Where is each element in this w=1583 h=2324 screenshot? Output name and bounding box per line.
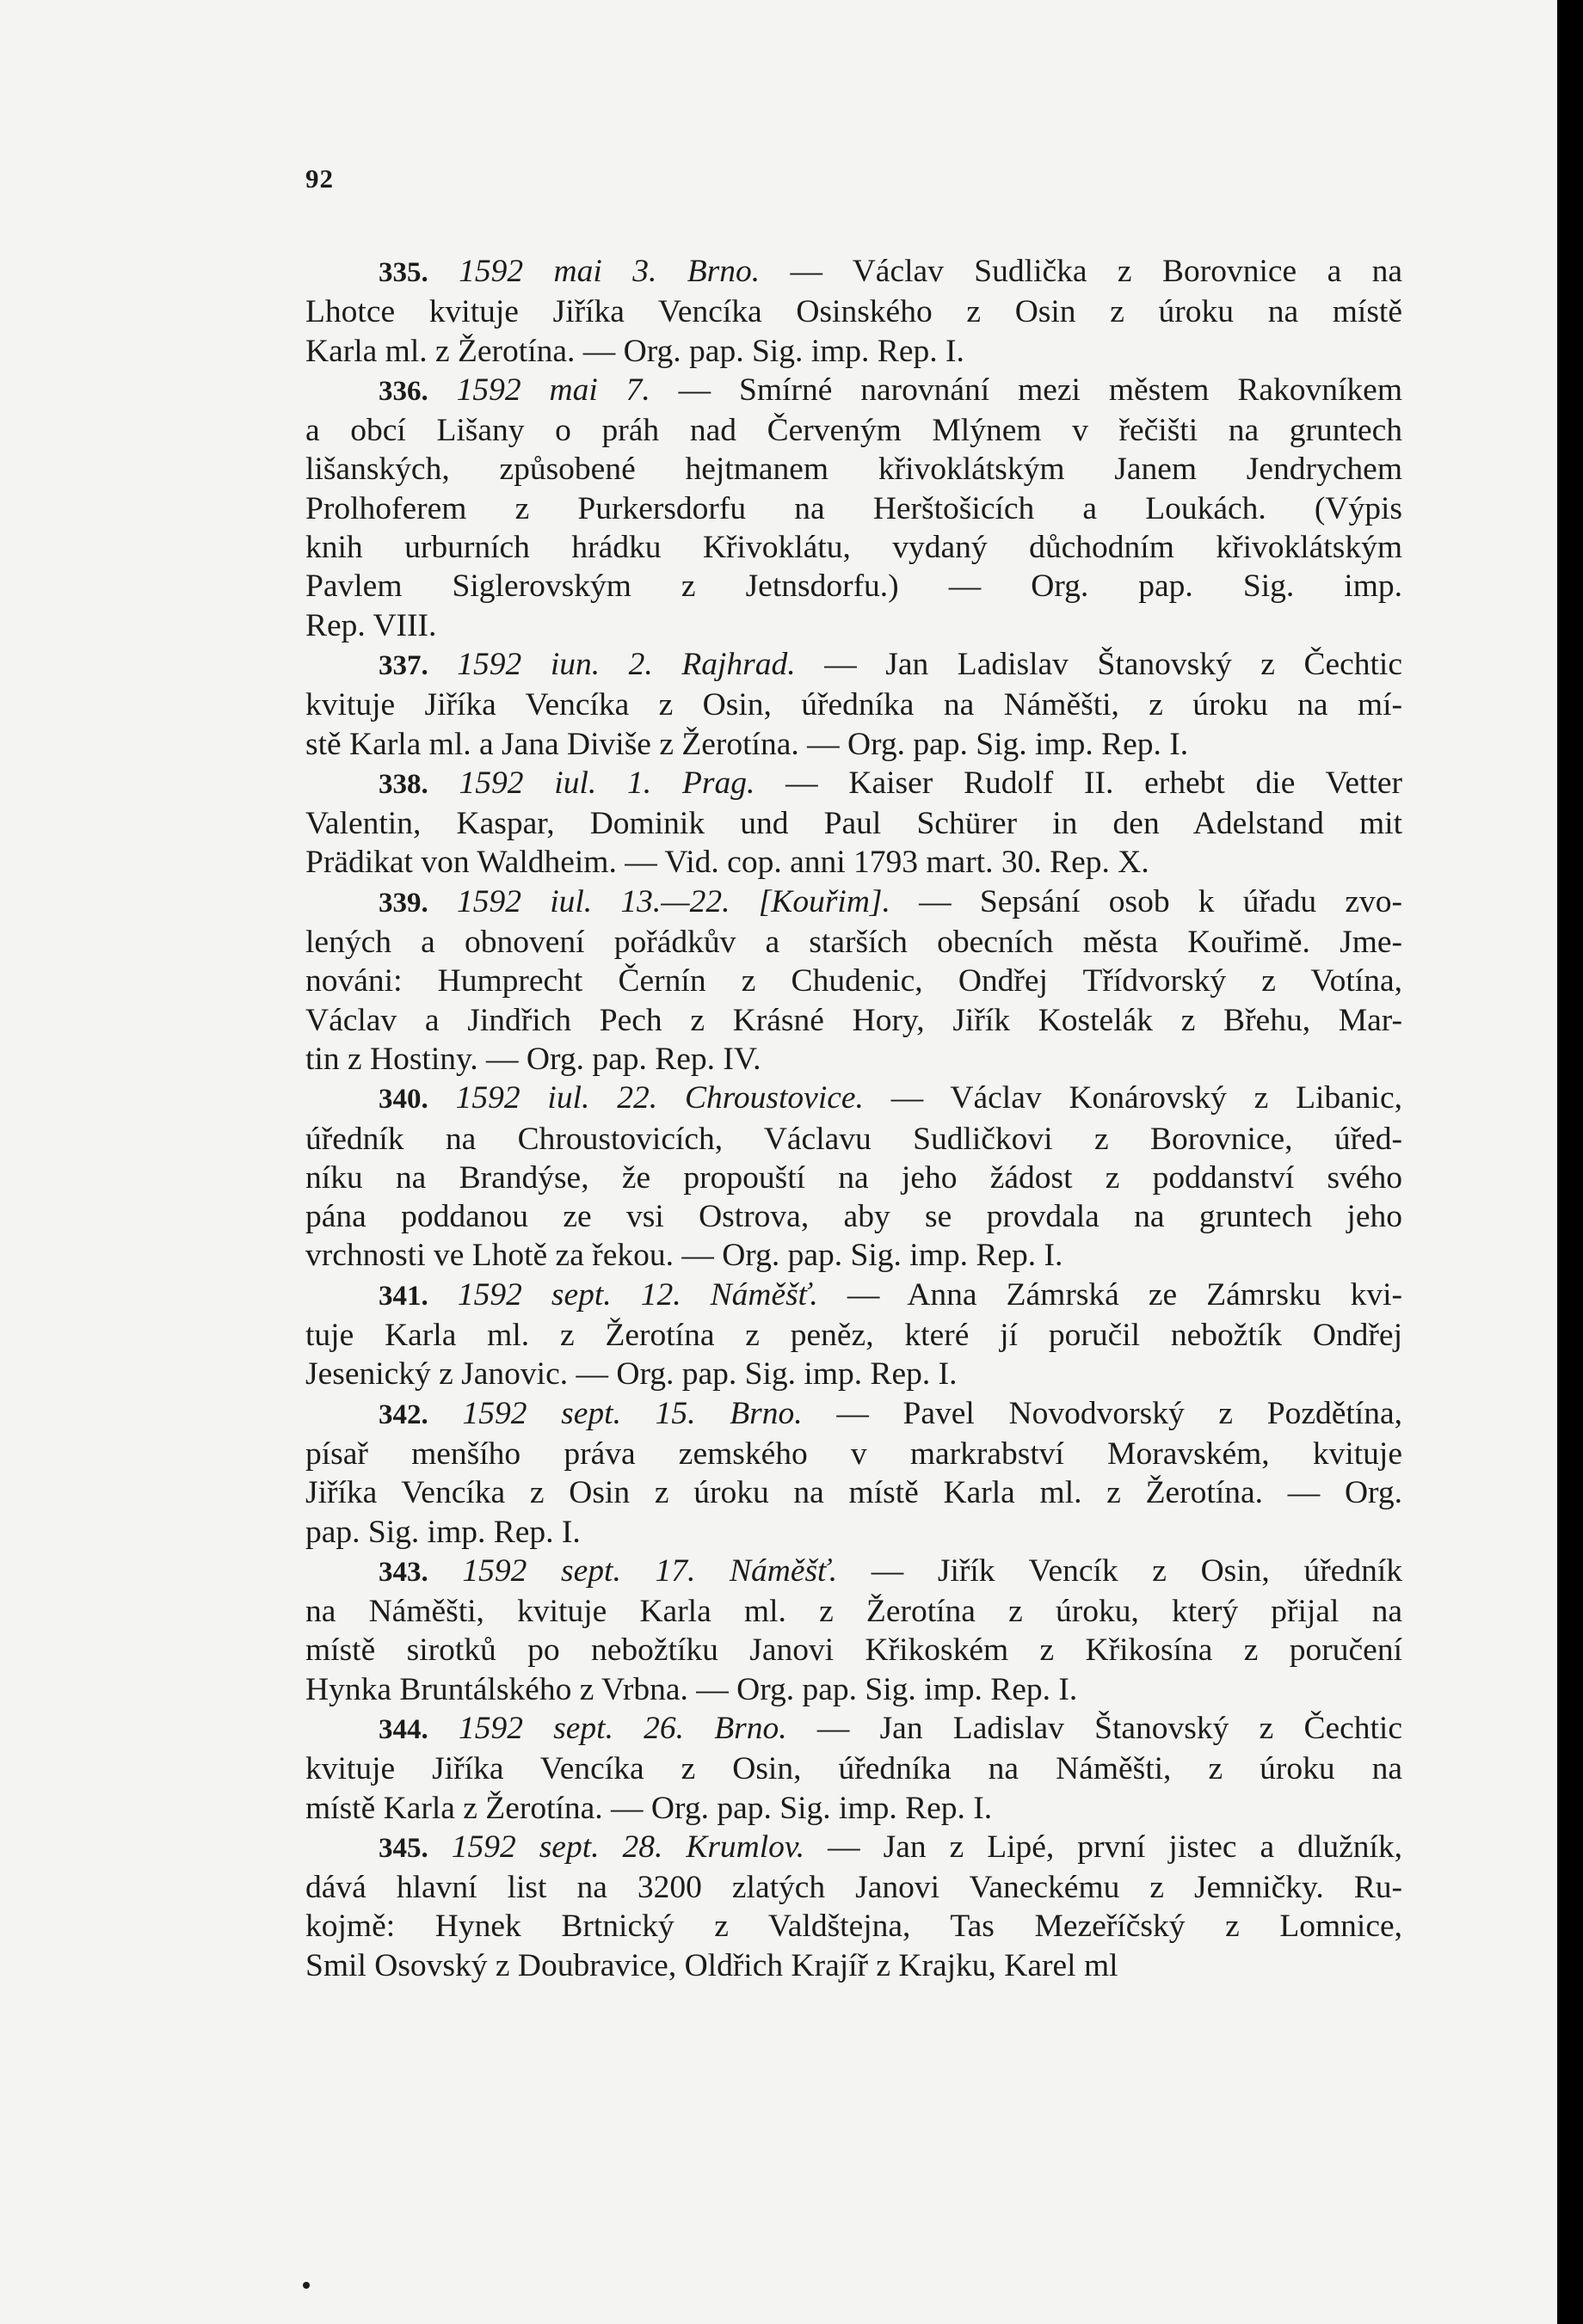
entry-line xyxy=(305,1120,1402,1159)
entry-text: — Kaiser Rudolf II. erhebt die Vetter xyxy=(755,765,1403,801)
register-entry xyxy=(305,645,1402,764)
entry-text: — Jan Ladislav Štanovský z Čechtic xyxy=(795,646,1402,682)
entry-number: 335. xyxy=(379,257,428,288)
entry-line xyxy=(305,1473,1402,1512)
entry-number: 343. xyxy=(379,1556,428,1588)
entry-line xyxy=(305,332,1402,371)
entry-text: knih urburních hrádku Křivoklátu, vydaný důchodním křivoklátským xyxy=(305,530,1402,566)
entry-line xyxy=(305,1513,1402,1552)
entry-text: — Smírné narovnání mezi městem Rakovníkem xyxy=(650,372,1402,408)
entry-text: kojmě: Hynek Brtnický z Valdštejna, Tas Mezeříčský z Lomnice, xyxy=(305,1909,1402,1945)
entry-text: Hynka Bruntálského z Vrbna. — Org. pap. Sig. imp. Rep. I. xyxy=(305,1671,1078,1707)
entry-date-place: 1592 sept. 15. Brno. xyxy=(462,1395,803,1431)
entry-line xyxy=(305,606,1402,645)
entry-line xyxy=(305,1435,1402,1473)
entry-line xyxy=(305,1828,1402,1868)
entry-number: 344. xyxy=(379,1713,428,1745)
entry-text: a obcí Lišany o práh nad Červeným Mlýnem v řečišti na gruntech xyxy=(305,413,1402,449)
register-entry xyxy=(305,1079,1402,1275)
entry-line xyxy=(305,1355,1402,1393)
entry-text: lišanských, způsobené hejtmanem křivoklátským Janem Jendrychem xyxy=(305,452,1402,488)
register-entry xyxy=(305,1552,1402,1709)
entry-text: níku na Brandýse, že propouští na jeho žádost z poddanství svého xyxy=(305,1159,1402,1196)
entry-text: Lhotce kvituje Jiříka Vencíka Osinského z Osin z úroku na místě xyxy=(305,294,1402,330)
entry-text: Prädikat von Waldheim. — Vid. cop. anni 1793 mart. 30. Rep. X. xyxy=(305,845,1149,881)
register-entry xyxy=(305,252,1402,371)
entry-line xyxy=(305,882,1402,923)
entry-line xyxy=(305,1552,1402,1592)
entry-number: 339. xyxy=(379,887,428,919)
entry-number: 337. xyxy=(379,649,428,681)
entry-text: místě sirotků po nebožtíku Janovi Křikoském z Křikosína z poručení xyxy=(305,1632,1402,1669)
entry-text: tuje Karla ml. z Žerotína z peněz, které jí poručil nebožtík Ondřej xyxy=(305,1318,1402,1354)
entry-line xyxy=(305,411,1402,450)
entry-text: tin z Hostiny. — Org. pap. Rep. IV. xyxy=(305,1041,761,1077)
entry-date-place: 1592 iul. 13.—22. [Kouřim]. xyxy=(456,883,890,919)
entry-date-place: 1592 sept. 28. Krumlov. xyxy=(451,1829,805,1865)
register-entry xyxy=(305,764,1402,882)
entry-text: — Václav Sudlička z Borovnice a na xyxy=(760,254,1403,289)
entry-text: Prolhoferem z Purkersdorfu na Herštošicích a Loukách. (Výpis xyxy=(305,490,1402,526)
register-entry xyxy=(305,371,1402,645)
entry-line xyxy=(305,1197,1402,1236)
entry-text: Karla ml. z Žerotína. — Org. pap. Sig. imp. Rep. I. xyxy=(305,333,964,369)
entry-text: nováni: Humprecht Černín z Chudenic, Ondřej Třídvorský z Votína, xyxy=(305,963,1402,999)
entry-text: — Jiřík Vencík z Osin, úředník xyxy=(837,1552,1402,1589)
entry-line xyxy=(305,1001,1402,1040)
entry-line xyxy=(305,1394,1402,1435)
entry-line xyxy=(305,1789,1402,1828)
register-entry xyxy=(305,1709,1402,1828)
entry-text: dává hlavní list na 3200 zlatých Janovi Vaneckému z Jemničky. Ru- xyxy=(305,1870,1402,1906)
entry-line xyxy=(305,1946,1402,1985)
entry-line xyxy=(305,1316,1402,1355)
entry-line xyxy=(305,450,1402,489)
entry-line xyxy=(305,1868,1402,1907)
entry-line xyxy=(305,371,1402,411)
entry-line xyxy=(305,645,1402,686)
entry-line xyxy=(305,1907,1402,1946)
entry-text: kvituje Jiříka Vencíka z Osin, úředníka na Náměšti, z úroku na xyxy=(305,1751,1402,1787)
entry-date-place: 1592 iul. 1. Prag. xyxy=(459,765,755,801)
entry-text: — Pavel Novodvorský z Pozdětína, xyxy=(802,1395,1402,1431)
register-entry xyxy=(305,1394,1402,1552)
entry-text: písař menšího práva zemského v markrabství Moravském, kvituje xyxy=(305,1436,1402,1472)
entry-date-place: 1592 iul. 22. Chroustovice. xyxy=(455,1080,864,1116)
entry-text: — Jan Ladislav Štanovský z Čechtic xyxy=(786,1710,1402,1746)
entry-text: kvituje Jiříka Vencíka z Osin, úředníka na Náměšti, z úroku na mí- xyxy=(305,687,1402,723)
entry-line xyxy=(305,528,1402,567)
entry-line xyxy=(305,686,1402,724)
entry-text: vrchnosti ve Lhotě za řekou. — Org. pap. Sig. imp. Rep. I. xyxy=(305,1238,1063,1274)
entry-text: lených a obnovení pořádkův a starších obecních města Kouřimě. Jme- xyxy=(305,925,1402,961)
entry-text: — Anna Zámrská ze Zámrsku kvi- xyxy=(817,1276,1402,1313)
entry-line xyxy=(305,1079,1402,1119)
entry-text: Rep. VIII. xyxy=(305,607,437,643)
entry-line xyxy=(305,923,1402,962)
entry-text: — Jan z Lipé, první jistec a dlužník, xyxy=(804,1829,1403,1865)
entry-line xyxy=(305,1631,1402,1669)
entry-line xyxy=(305,489,1402,528)
entry-text: Václav a Jindřich Pech z Krásné Hory, Jiřík Kostelák z Břehu, Mar- xyxy=(305,1002,1402,1038)
entry-date-place: 1592 mai 7. xyxy=(456,372,650,408)
entry-text: — Sepsání osob k úřadu zvo- xyxy=(890,883,1403,919)
scan-border xyxy=(1557,0,1583,2324)
register-entry xyxy=(305,1276,1402,1394)
entries-list xyxy=(305,252,1402,1985)
entry-line xyxy=(305,292,1402,331)
entry-line xyxy=(305,725,1402,764)
entry-number: 341. xyxy=(379,1280,428,1312)
entry-date-place: 1592 mai 3. Brno. xyxy=(459,254,761,289)
entry-line xyxy=(305,1592,1402,1631)
page-number: 92 xyxy=(305,163,334,194)
entry-text: na Náměšti, kvituje Karla ml. z Žerotína z úroku, který přijal na xyxy=(305,1594,1402,1630)
entry-number: 340. xyxy=(379,1084,428,1116)
entry-text: Jiříka Vencíka z Osin z úroku na místě Karla ml. z Žerotína. — Org. xyxy=(305,1475,1402,1511)
entry-line xyxy=(305,1670,1402,1709)
entry-line xyxy=(305,1040,1402,1079)
entry-line xyxy=(305,804,1402,843)
entry-text: Jesenický z Janovic. — Org. pap. Sig. imp. Rep. I. xyxy=(305,1356,958,1393)
entry-line xyxy=(305,1236,1402,1275)
entry-text: — Václav Konárovský z Libanic, xyxy=(863,1080,1402,1116)
entry-text: pap. Sig. imp. Rep. I. xyxy=(305,1514,581,1550)
entry-line xyxy=(305,252,1402,292)
entry-line xyxy=(305,1276,1402,1316)
register-entry xyxy=(305,882,1402,1079)
entry-number: 336. xyxy=(379,375,428,407)
entry-text: pána poddanou ze vsi Ostrova, aby se provdala na gruntech jeho xyxy=(305,1199,1402,1235)
entry-line xyxy=(305,1749,1402,1788)
entry-date-place: 1592 sept. 12. Náměšť. xyxy=(457,1276,818,1313)
entry-line xyxy=(305,567,1402,606)
entry-line xyxy=(305,1709,1402,1749)
entry-date-place: 1592 sept. 17. Náměšť. xyxy=(462,1552,838,1589)
entry-line xyxy=(305,1159,1402,1197)
entry-text: místě Karla z Žerotína. — Org. pap. Sig. imp. Rep. I. xyxy=(305,1790,993,1826)
entry-number: 342. xyxy=(379,1399,428,1430)
register-entry xyxy=(305,1828,1402,1985)
entry-text: stě Karla ml. a Jana Diviše z Žerotína. — Org. pap. Sig. imp. Rep. I. xyxy=(305,726,1189,762)
entry-date-place: 1592 iun. 2. Rajhrad. xyxy=(457,646,796,682)
entry-line xyxy=(305,764,1402,804)
entry-text: Smil Osovský z Doubravice, Oldřich Krajíř z Krajku, Karel ml xyxy=(305,1947,1118,1983)
entry-text: Pavlem Siglerovským z Jetnsdorfu.) — Org. pap. Sig. imp. xyxy=(305,569,1402,605)
entry-text: Valentin, Kaspar, Dominik und Paul Schürer in den Adelstand mit xyxy=(305,806,1402,842)
entry-number: 338. xyxy=(379,768,428,800)
entry-line xyxy=(305,843,1402,882)
entry-number: 345. xyxy=(379,1832,428,1864)
bullet-mark xyxy=(303,2282,310,2289)
entry-line xyxy=(305,962,1402,1000)
entry-date-place: 1592 sept. 26. Brno. xyxy=(458,1710,787,1746)
entry-text: úředník na Chroustovicích, Václavu Sudličkovi z Borovnice, úřed- xyxy=(305,1121,1402,1157)
